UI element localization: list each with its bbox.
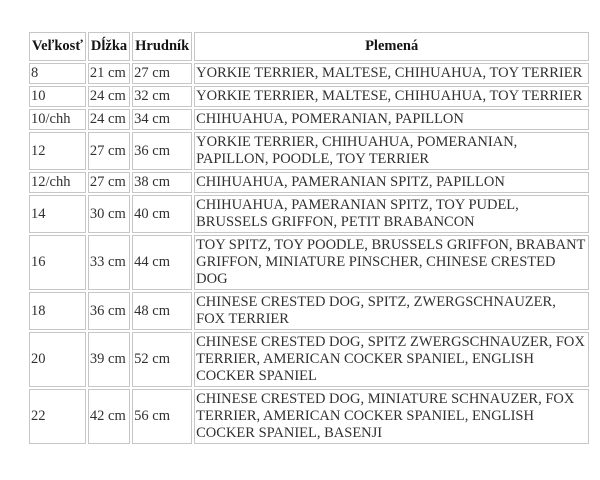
length-cell: 42 cm <box>88 389 130 444</box>
length-cell: 24 cm <box>88 109 130 130</box>
size-cell: 22 <box>29 389 86 444</box>
breeds-cell: CHIHUAHUA, PAMERANIAN SPITZ, TOY PUDEL, BRUSSELS GRIFFON, PETIT BRABANCON <box>194 195 589 233</box>
length-cell: 36 cm <box>88 292 130 330</box>
breeds-cell: TOY SPITZ, TOY POODLE, BRUSSELS GRIFFON, BRABANT GRIFFON, MINIATURE PINSCHER, CHINESE CRESTED DOG <box>194 235 589 290</box>
size-cell: 20 <box>29 332 86 387</box>
chest-cell: 38 cm <box>132 172 192 193</box>
length-cell: 27 cm <box>88 172 130 193</box>
chest-cell: 52 cm <box>132 332 192 387</box>
table-row <box>29 292 589 330</box>
column-header-breeds: Plemená <box>194 32 589 61</box>
breeds-cell: CHINESE CRESTED DOG, SPITZ, ZWERGSCHNAUZER, FOX TERRIER <box>194 292 589 330</box>
length-cell: 27 cm <box>88 132 130 170</box>
chest-cell: 34 cm <box>132 109 192 130</box>
table-row <box>29 63 589 84</box>
column-header-size: Veľkosť <box>29 32 86 61</box>
chest-cell: 32 cm <box>132 86 192 107</box>
length-cell: 30 cm <box>88 195 130 233</box>
breeds-cell: CHIHUAHUA, POMERANIAN, PAPILLON <box>194 109 589 130</box>
breeds-cell: YORKIE TERRIER, CHIHUAHUA, POMERANIAN, PAPILLON, POODLE, TOY TERRIER <box>194 132 589 170</box>
breeds-cell: YORKIE TERRIER, MALTESE, CHIHUAHUA, TOY TERRIER <box>194 86 589 107</box>
length-cell: 39 cm <box>88 332 130 387</box>
header-row <box>29 32 589 61</box>
column-header-chest: Hrudník <box>132 32 192 61</box>
column-header-length: Dĺžka <box>88 32 130 61</box>
breeds-cell: CHIHUAHUA, PAMERANIAN SPITZ, PAPILLON <box>194 172 589 193</box>
size-cell: 12 <box>29 132 86 170</box>
size-cell: 16 <box>29 235 86 290</box>
chest-cell: 44 cm <box>132 235 192 290</box>
breeds-cell: YORKIE TERRIER, MALTESE, CHIHUAHUA, TOY TERRIER <box>194 63 589 84</box>
chest-cell: 40 cm <box>132 195 192 233</box>
length-cell: 21 cm <box>88 63 130 84</box>
table-row <box>29 132 589 170</box>
table-body <box>29 63 589 444</box>
table-row <box>29 172 589 193</box>
table-row <box>29 195 589 233</box>
table-row <box>29 86 589 107</box>
size-cell: 12/chh <box>29 172 86 193</box>
dog-size-chart-table <box>27 30 591 446</box>
table-row <box>29 235 589 290</box>
table-row <box>29 332 589 387</box>
breeds-cell: CHINESE CRESTED DOG, MINIATURE SCHNAUZER, FOX TERRIER, AMERICAN COCKER SPANIEL, ENGLISH COCKER SPANIEL, BASENJI <box>194 389 589 444</box>
length-cell: 33 cm <box>88 235 130 290</box>
size-cell: 10/chh <box>29 109 86 130</box>
size-cell: 8 <box>29 63 86 84</box>
table-row <box>29 389 589 444</box>
table-row <box>29 109 589 130</box>
chest-cell: 27 cm <box>132 63 192 84</box>
length-cell: 24 cm <box>88 86 130 107</box>
chest-cell: 36 cm <box>132 132 192 170</box>
chest-cell: 56 cm <box>132 389 192 444</box>
chest-cell: 48 cm <box>132 292 192 330</box>
size-cell: 10 <box>29 86 86 107</box>
breeds-cell: CHINESE CRESTED DOG, SPITZ ZWERGSCHNAUZER, FOX TERRIER, AMERICAN COCKER SPANIEL, ENGLISH COCKER SPANIEL <box>194 332 589 387</box>
size-cell: 14 <box>29 195 86 233</box>
size-cell: 18 <box>29 292 86 330</box>
